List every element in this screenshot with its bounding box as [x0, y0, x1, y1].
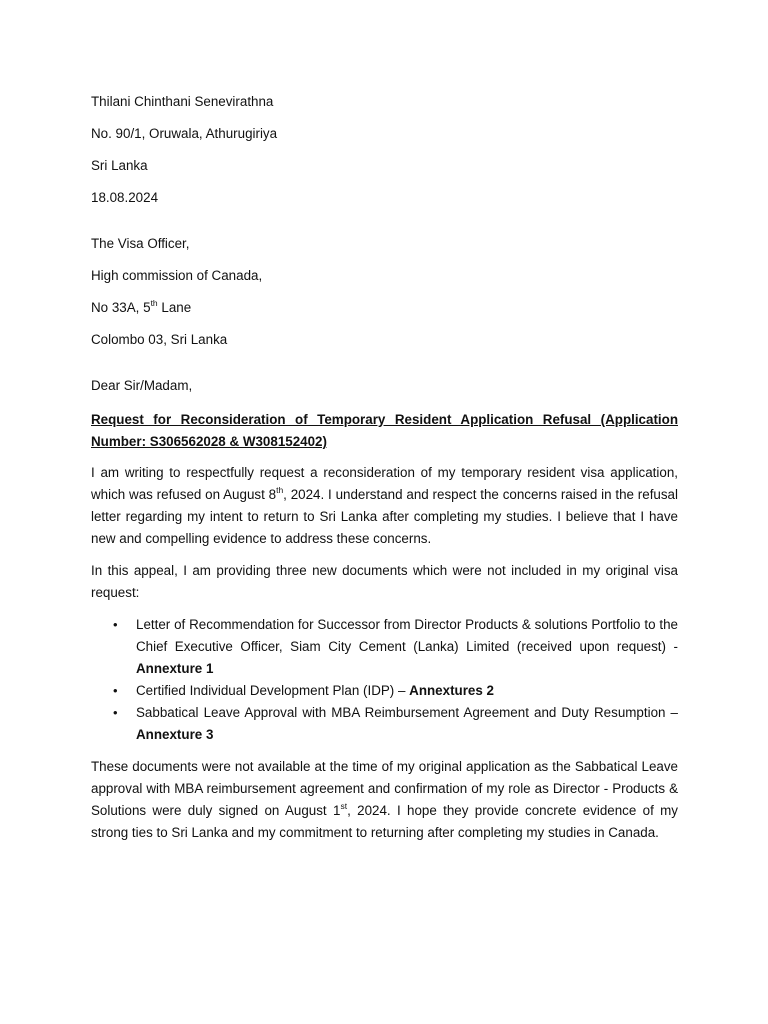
recipient-street — [91, 299, 678, 317]
letter-page — [91, 93, 678, 854]
sender-address: No. 90/1, Oruwala, Athurugiriya — [91, 126, 278, 141]
annexure-text: Sabbatical Leave Approval with MBA Reimbursement Agreement and Duty Resumption – — [136, 705, 678, 720]
paragraph-intro — [91, 462, 678, 550]
paragraph-intro-part1: I am writing to respectfully request a reconsideration of my temporary resident visa application, which was refused on August 8 — [91, 465, 678, 502]
paragraph-appeal: In this appeal, I am providing three new documents which were not included in my original visa request: — [91, 563, 678, 600]
paragraph-closing-part1: These documents were not available at the time of my original application as the Sabbatical Leave approval with MBA reimbursement agreement and confirmation of my role as Director - Products & Solutions were duly signed on August 1 — [91, 759, 678, 818]
recipient-block — [91, 235, 678, 349]
sender-country: Sri Lanka — [91, 158, 148, 173]
letter-date: 18.08.2024 — [91, 190, 159, 205]
recipient-street-prefix: No 33A, 5 — [91, 300, 151, 315]
sender-block — [91, 93, 678, 207]
list-item — [91, 614, 678, 680]
salutation: Dear Sir/Madam, — [91, 378, 193, 393]
paragraph-closing-part2: , 2024. I hope they provide concrete evidence of my strong ties to Sri Lanka and my commitment to returning after completing my studies in Canada. — [91, 803, 679, 840]
paragraph-closing — [91, 756, 678, 844]
subject-line: Request for Reconsideration of Temporary Resident Application Refusal (Application Number: S306562028 & W308152402) — [91, 412, 678, 449]
paragraph-closing-sup: st — [340, 800, 348, 811]
list-item — [91, 702, 678, 746]
list-item — [91, 680, 678, 702]
annexure-list — [91, 614, 678, 746]
annexure-text: Letter of Recommendation for Successor from Director Products & solutions Portfolio to the Chief Executive Officer, Siam City Cement (Lanka) Limited (received upon request) - — [136, 617, 678, 654]
bullet-icon: • — [113, 705, 118, 720]
annexure-label: Annextures 2 — [409, 683, 494, 698]
recipient-city: Colombo 03, Sri Lanka — [91, 332, 228, 347]
bullet-icon: • — [113, 683, 118, 698]
recipient-title: The Visa Officer, — [91, 236, 190, 251]
annexure-label: Annexture 3 — [136, 727, 214, 742]
paragraph-intro-sup: th — [276, 484, 284, 495]
paragraph-intro-part2: , 2024. I understand and respect the concerns raised in the refusal letter regarding my intent to return to Sri Lanka after completing my studies. I believe that I have new and compelling evidence to address these concerns. — [91, 487, 678, 546]
recipient-organization: High commission of Canada, — [91, 268, 263, 283]
recipient-street-suffix: Lane — [157, 300, 192, 315]
bullet-icon: • — [113, 617, 118, 632]
sender-name: Thilani Chinthani Senevirathna — [91, 94, 274, 109]
annexure-label: Annexture 1 — [136, 661, 214, 676]
annexure-text: Certified Individual Development Plan (IDP) – — [136, 683, 410, 698]
recipient-street-sup: th — [150, 297, 158, 308]
